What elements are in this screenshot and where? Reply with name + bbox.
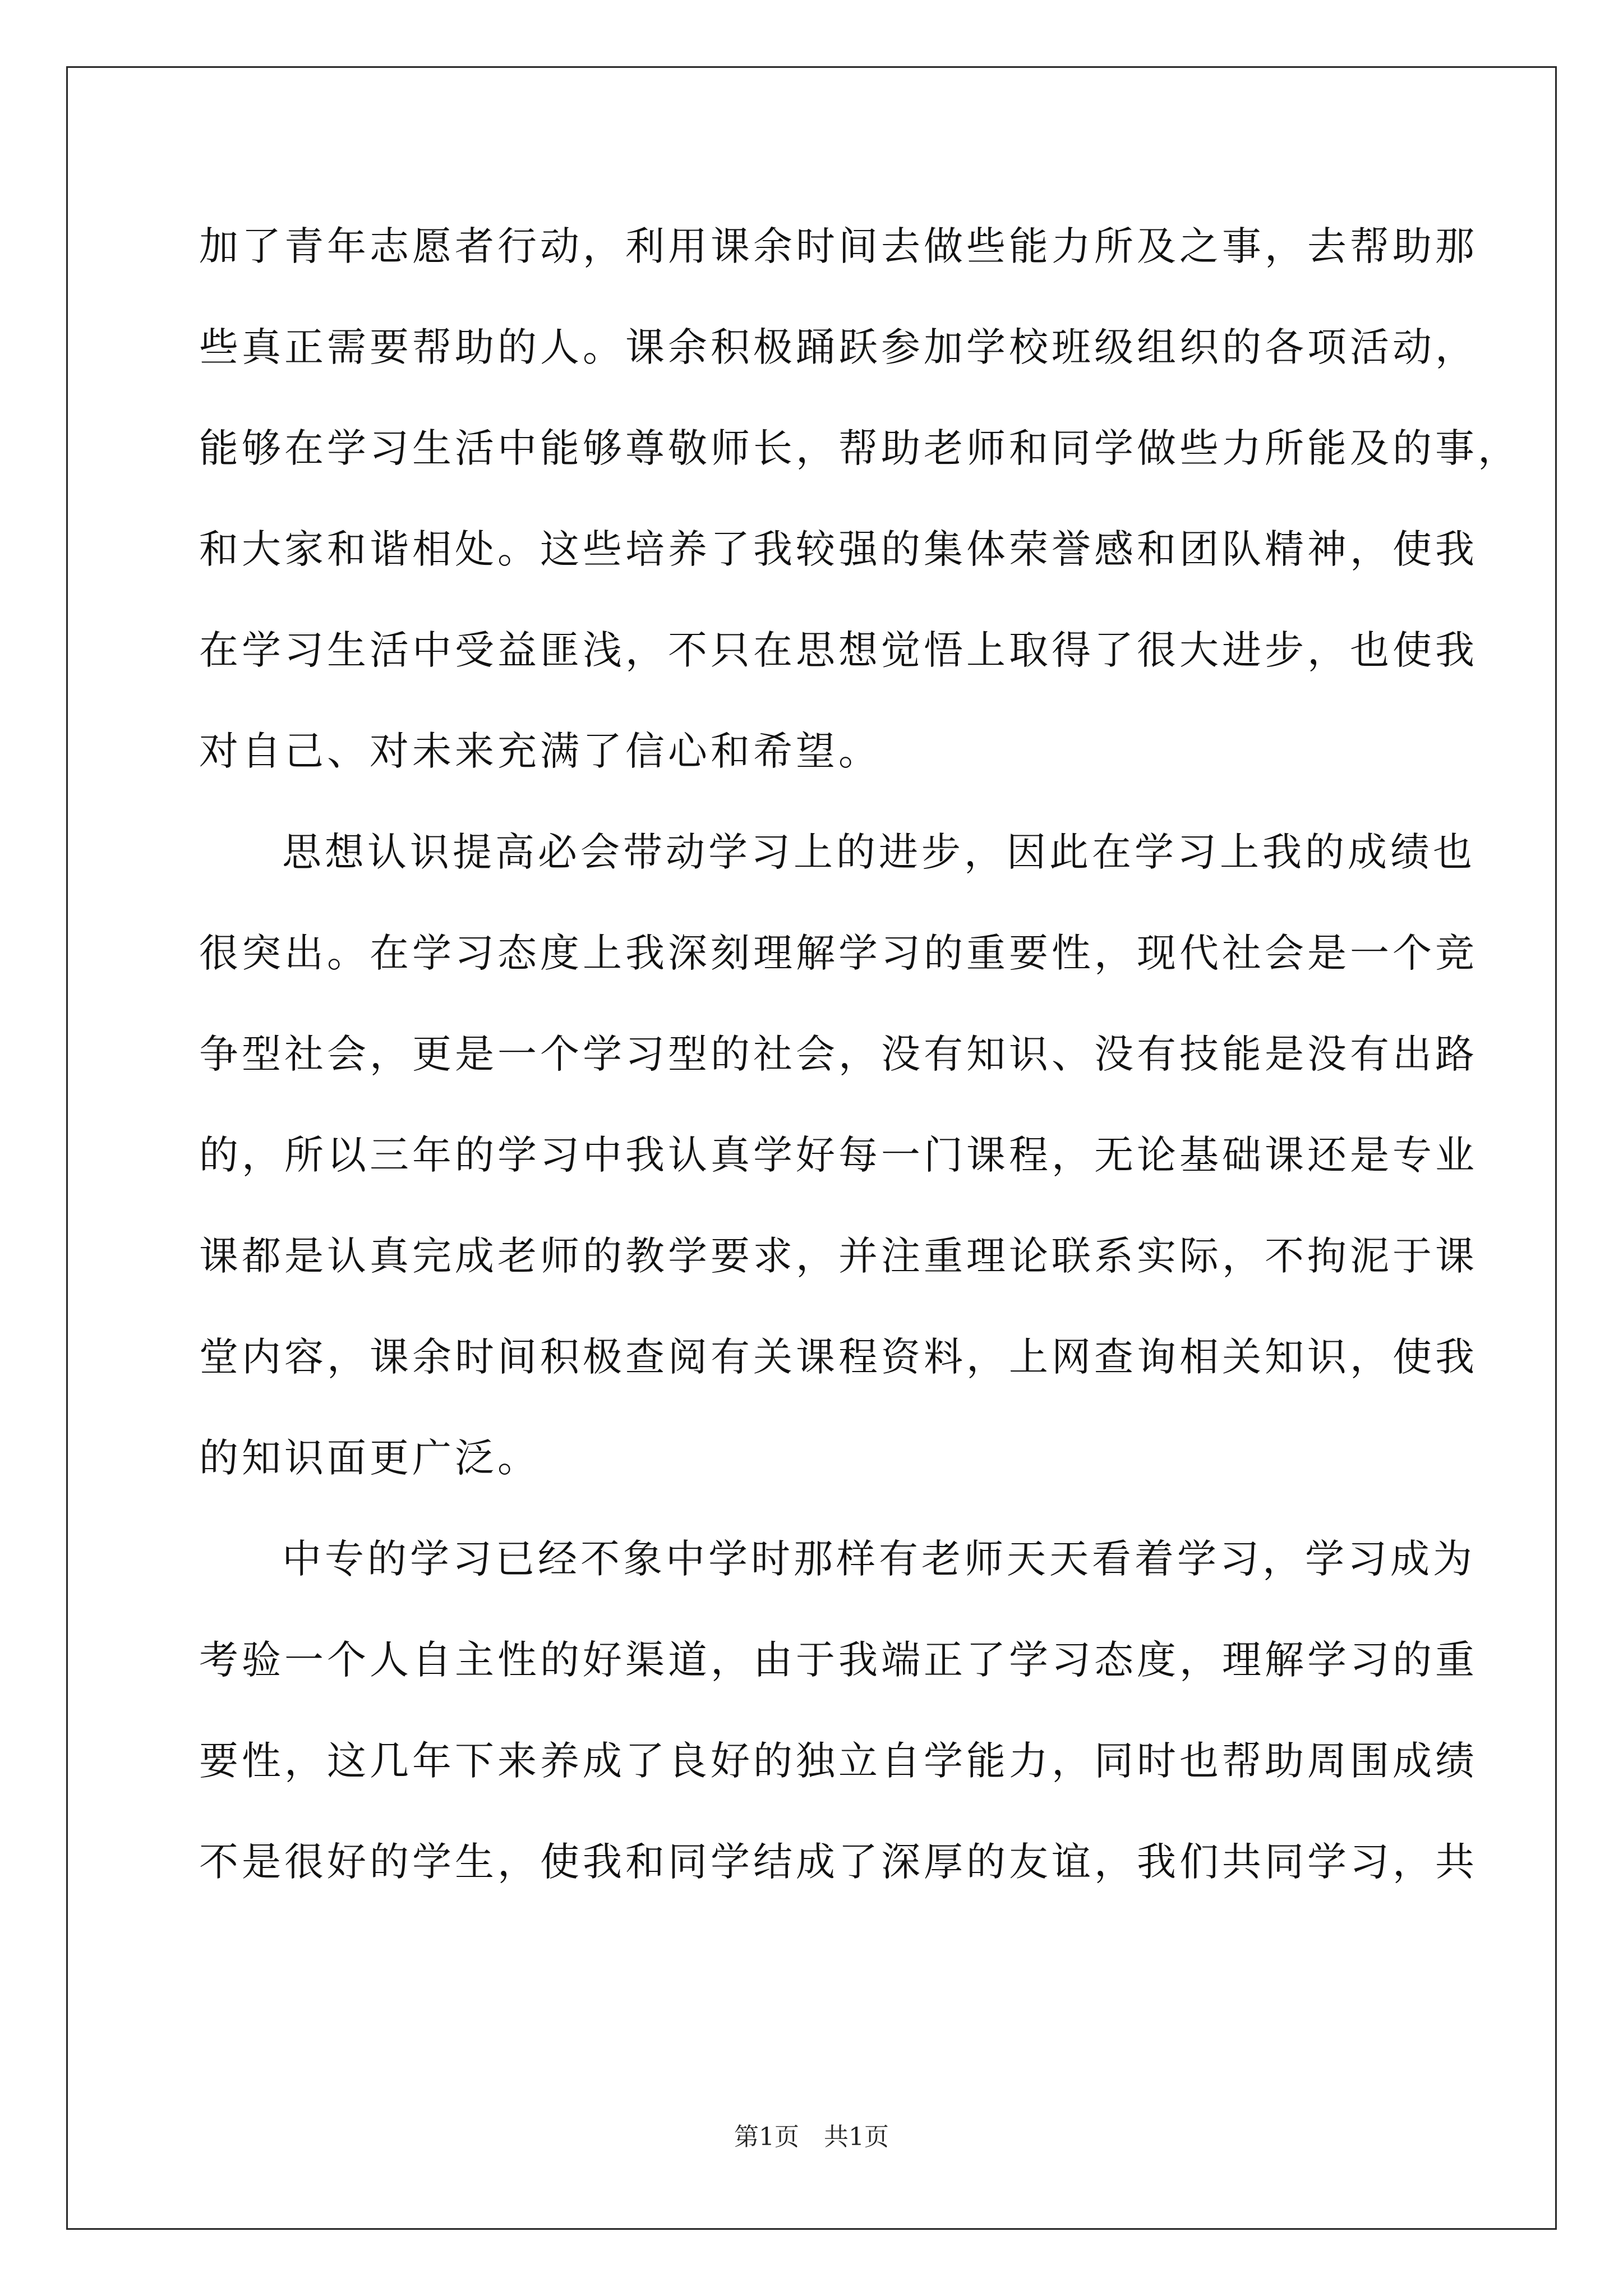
page-number: 第1页 [734, 2123, 799, 2151]
text-line: 考验一个人自主性的好渠道，由于我端正了学习态度，理解学习的重 [199, 1637, 1478, 1683]
text-line: 堂内容，课余时间积极查阅有关课程资料，上网查询相关知识，使我 [199, 1334, 1478, 1380]
text-line: 加了青年志愿者行动，利用课余时间去做些能力所及之事，去帮助那 [199, 223, 1478, 269]
page-footer [0, 2120, 1623, 2154]
text-line: 能够在学习生活中能够尊敬师长，帮助老师和同学做些力所能及的事， [199, 425, 1520, 471]
text-line: 些真正需要帮助的人。课余积极踊跃参加学校班级组织的各项活动， [199, 324, 1478, 370]
text-line: 课都是认真完成老师的教学要求，并注重理论联系实际，不拘泥于课 [199, 1233, 1478, 1279]
text-line: 中专的学习已经不象中学时那样有老师天天看着学习，学习成为 [282, 1536, 1476, 1582]
text-line: 思想认识提高必会带动学习上的进步，因此在学习上我的成绩也 [282, 829, 1476, 875]
text-line: 不是很好的学生，使我和同学结成了深厚的友谊，我们共同学习，共 [199, 1839, 1478, 1885]
text-line: 和大家和谐相处。这些培养了我较强的集体荣誉感和团队精神，使我 [199, 526, 1478, 572]
text-line: 很突出。在学习态度上我深刻理解学习的重要性，现代社会是一个竞 [199, 930, 1478, 976]
text-line: 争型社会，更是一个学习型的社会，没有知识、没有技能是没有出路 [199, 1031, 1478, 1077]
document-body [199, 222, 1520, 1938]
text-line: 对自己、对未来充满了信心和希望。 [199, 728, 881, 774]
text-line: 的，所以三年的学习中我认真学好每一门课程，无论基础课还是专业 [199, 1132, 1478, 1178]
text-line: 要性，这几年下来养成了良好的独立自学能力，同时也帮助周围成绩 [199, 1738, 1478, 1784]
text-line: 在学习生活中受益匪浅，不只在思想觉悟上取得了很大进步，也使我 [199, 627, 1478, 673]
page-total: 共1页 [824, 2123, 889, 2151]
text-line: 的知识面更广泛。 [199, 1435, 540, 1481]
